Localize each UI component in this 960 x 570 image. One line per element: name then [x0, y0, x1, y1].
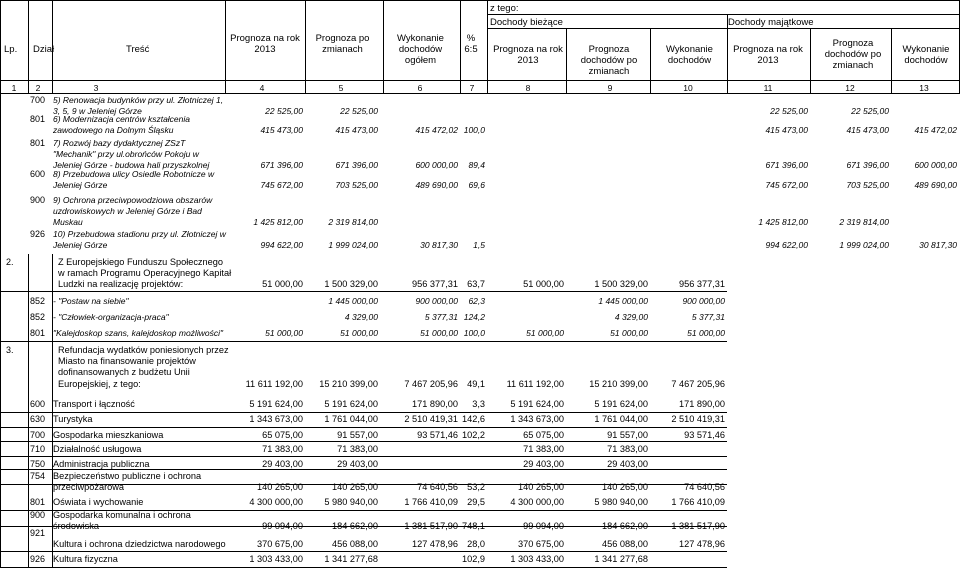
row-value: 93 571,46 [684, 430, 725, 440]
column-number: 7 [469, 83, 475, 93]
row-value: 51 000,00 [340, 328, 378, 338]
header-m-prognoza-2013: Prognoza na rok 2013 [733, 44, 803, 66]
row-value: 71 383,00 [262, 444, 303, 454]
row-description: Jeleniej Górze - budowa hali przyszkolnej [53, 160, 210, 171]
row-value: 415 473,00 [765, 125, 808, 136]
row-value: 91 557,00 [607, 430, 648, 440]
row-value: 71 383,00 [607, 444, 648, 454]
grid-line [460, 0, 461, 93]
row-value: 5 980 940,00 [594, 497, 648, 507]
row-description: Kultura i ochrona dziedzictwa narodowego [53, 539, 226, 550]
row-dzial: 900 [30, 510, 46, 520]
row-value: 22 525,00 [340, 106, 378, 117]
row-value: 5 980 940,00 [324, 497, 378, 507]
row-value: 140 265,00 [332, 482, 378, 493]
row-value: 29 403,00 [262, 459, 303, 469]
row-value: 65 075,00 [262, 430, 303, 440]
row-value: 22 525,00 [851, 106, 889, 117]
row-description: uzdrowiskowych w Jeleniej Górze i Bad [53, 206, 202, 217]
grid-line [52, 254, 53, 567]
row-value: 456 088,00 [332, 539, 378, 550]
grid-line [0, 427, 727, 428]
row-value: 4 300 000,00 [249, 497, 303, 507]
row-value: 900 000,00 [415, 296, 458, 306]
row-value: 4 300 000,00 [510, 497, 564, 507]
row-value: 2 319 814,00 [839, 217, 889, 228]
row-dzial: 801 [30, 138, 46, 148]
row-dzial: 700 [30, 95, 46, 105]
row-value: 51 000,00 [526, 328, 564, 338]
grid-line [52, 0, 53, 93]
column-number: 1 [11, 83, 17, 93]
row-value: 30 817,30 [919, 240, 957, 251]
row-value: 1 303 433,00 [510, 554, 564, 564]
grid-line [0, 0, 1, 93]
row-value: 102,9 [462, 554, 485, 564]
grid-line [487, 0, 488, 93]
header-dzial: Dział [33, 44, 55, 55]
row-description: zawodowego na Dolnym Śląsku [53, 125, 174, 136]
grid-line [0, 456, 727, 457]
grid-line [0, 341, 727, 342]
row-value: 142,6 [462, 414, 485, 424]
row-value: 29,5 [467, 497, 485, 507]
row-description: Jeleniej Górze [53, 240, 108, 251]
row-value: 89,4 [468, 160, 485, 171]
row-description: Bezpieczeństwo publiczne i ochrona [53, 471, 202, 481]
grid-line [891, 28, 892, 93]
row-value: 140 265,00 [602, 482, 648, 493]
row-value: 93 571,46 [417, 430, 458, 440]
row-description: dofinansowanych z budżetu Unii [58, 367, 190, 378]
row-value: 53,2 [467, 482, 485, 493]
row-value: 5 191 624,00 [594, 399, 648, 409]
row-value: 7 467 205,96 [671, 378, 725, 389]
header-procent: % 6:5 [464, 33, 478, 55]
column-number: 6 [417, 83, 423, 93]
row-value: 745 672,00 [260, 180, 303, 191]
header-dochody-biezace: Dochody bieżące [490, 17, 563, 28]
header-prognoza-2013: Prognoza na rok 2013 [230, 33, 300, 55]
row-value: 994 622,00 [765, 240, 808, 251]
row-value: 100,0 [463, 125, 485, 136]
row-value: 74 640,56 [417, 482, 458, 493]
row-value: 1 303 433,00 [249, 554, 303, 564]
header-tresc: Treść [126, 44, 150, 55]
row-dzial: 801 [30, 114, 46, 124]
row-value: 671 396,00 [260, 160, 303, 171]
row-value: 51 000,00 [265, 328, 303, 338]
row-value: 30 817,30 [420, 240, 458, 251]
grid-line [28, 0, 29, 93]
row-dzial: 710 [30, 444, 46, 454]
row-value: 600 000,00 [415, 160, 458, 171]
row-value: 51 000,00 [523, 279, 564, 290]
row-value: 370 675,00 [518, 539, 564, 550]
column-number: 13 [919, 83, 929, 93]
row-value: 5 191 624,00 [510, 399, 564, 409]
grid-line [0, 551, 727, 552]
row-value: 370 675,00 [257, 539, 303, 550]
row-description: Gospodarka komunalna i ochrona [53, 510, 191, 520]
row-value: 51 000,00 [610, 328, 648, 338]
row-value: 1 343 673,00 [510, 414, 564, 424]
column-number: 2 [35, 83, 41, 93]
row-value: 1 381 517,90 [404, 521, 458, 532]
row-value: 748,1 [462, 521, 485, 532]
row-dzial: 921 [30, 528, 46, 538]
row-value: 1 500 329,00 [594, 279, 648, 290]
header-lp: Lp. [4, 44, 18, 55]
row-description: Transport i łączność [53, 399, 135, 409]
row-value: 29 403,00 [523, 459, 564, 469]
row-value: 1 425 812,00 [758, 217, 808, 228]
row-description: 5) Renowacja budynków przy ul. Złotniczej 1, [53, 95, 224, 105]
row-value: 2 510 419,31 [404, 414, 458, 424]
row-value: 1 343 673,00 [249, 414, 303, 424]
row-value: 415 473,00 [260, 125, 303, 136]
row-value: 102,2 [462, 430, 485, 440]
row-description: - "Postaw na siebie" [53, 296, 129, 306]
row-description: 3, 5, 9 w Jeleniej Górze [53, 106, 142, 117]
row-value: 703 525,00 [335, 180, 378, 191]
row-value: 124,2 [463, 312, 485, 322]
column-number: 11 [763, 83, 773, 93]
row-value: 71 383,00 [337, 444, 378, 454]
row-description: 8) Przebudowa ulicy Osiedle Robotnicze w [53, 169, 215, 179]
row-value: 28,0 [467, 539, 485, 550]
column-number: 3 [93, 83, 99, 93]
column-number: 10 [683, 83, 693, 93]
row-value: 71 383,00 [523, 444, 564, 454]
row-value: 171 890,00 [412, 399, 458, 409]
row-description: Refundacja wydatków poniesionych przez [58, 345, 229, 355]
row-description: Ludzki na realizację projektów: [58, 279, 184, 290]
row-value: 1 445 000,00 [328, 296, 378, 306]
row-value: 1 999 024,00 [328, 240, 378, 251]
grid-line [0, 291, 727, 292]
row-dzial: 801 [30, 328, 46, 338]
row-dzial: 926 [30, 229, 46, 239]
row-description: "Kalejdoskop szans, kalejdoskop możliwości" [53, 328, 223, 338]
grid-line [383, 0, 384, 93]
grid-line [0, 80, 960, 81]
row-description: 10) Przebudowa stadionu przy ul. Złotniczej w [53, 229, 226, 239]
row-value: 65 075,00 [523, 430, 564, 440]
row-value: 5 191 624,00 [324, 399, 378, 409]
row-value: 51 000,00 [262, 279, 303, 290]
grid-line [0, 0, 960, 1]
row-value: 1 341 277,68 [324, 554, 378, 564]
grid-line [0, 441, 727, 442]
row-value: 1 766 410,09 [671, 497, 725, 507]
row-value: 900 000,00 [682, 296, 725, 306]
row-dzial: 630 [30, 414, 46, 424]
column-number: 5 [338, 83, 344, 93]
header-wykonanie-ogolem: Wykonanie dochodów ogółem [397, 33, 444, 66]
row-value: 415 472,02 [415, 125, 458, 136]
row-value: 62,3 [468, 296, 485, 306]
row-dzial: 852 [30, 312, 46, 322]
row-value: 91 557,00 [337, 430, 378, 440]
row-value: 49,1 [467, 378, 485, 389]
row-value: 1 341 277,68 [594, 554, 648, 564]
row-value: 456 088,00 [602, 539, 648, 550]
row-value: 171 890,00 [679, 399, 725, 409]
row-value: 671 396,00 [846, 160, 889, 171]
header-b-wykonanie: Wykonanie dochodów [666, 44, 713, 66]
row-description: Jeleniej Górze [53, 180, 108, 191]
grid-line [28, 254, 29, 567]
header-b-prognoza-zm: Prognoza dochodów po zmianach [580, 44, 638, 77]
row-value: 1 445 000,00 [598, 296, 648, 306]
row-value: 1 500 329,00 [324, 279, 378, 290]
row-value: 1,5 [473, 240, 485, 251]
grid-line [0, 510, 727, 511]
grid-line [225, 0, 226, 93]
grid-line [0, 567, 727, 568]
row-value: 69,6 [468, 180, 485, 191]
row-value: 956 377,31 [412, 279, 458, 290]
row-description: przeciwpożarowa [53, 482, 124, 493]
row-dzial: 852 [30, 296, 46, 306]
row-value: 7 467 205,96 [404, 378, 458, 389]
column-number: 8 [525, 83, 531, 93]
row-lp: 2. [6, 257, 14, 267]
row-value: 2 319 814,00 [328, 217, 378, 228]
row-value: 184 662,00 [602, 521, 648, 532]
header-z-tego: z tego: [490, 3, 519, 14]
grid-line [650, 28, 651, 93]
row-value: 29 403,00 [607, 459, 648, 469]
row-value: 3,3 [472, 399, 485, 409]
row-value: 1 381 517,90 [671, 521, 725, 532]
row-value: 671 396,00 [765, 160, 808, 171]
row-value: 140 265,00 [518, 482, 564, 493]
grid-line [566, 28, 567, 93]
row-description: 9) Ochrona przeciwpowodziowa obszarów [53, 195, 213, 205]
column-number: 12 [845, 83, 855, 93]
row-description: Z Europejskiego Funduszu Społecznego [58, 257, 223, 267]
row-lp: 3. [6, 345, 14, 355]
header-m-wykonanie: Wykonanie dochodów [902, 44, 950, 66]
row-value: 1 761 044,00 [594, 414, 648, 424]
row-value: 2 510 419,31 [671, 414, 725, 424]
row-description: Europejskiej, z tego: [58, 378, 141, 389]
row-value: 99 094,00 [262, 521, 303, 532]
row-dzial: 600 [30, 169, 46, 179]
row-description: Turystyka [53, 414, 93, 424]
row-value: 29 403,00 [337, 459, 378, 469]
row-value: 51 000,00 [420, 328, 458, 338]
row-value: 4 329,00 [344, 312, 378, 322]
row-dzial: 900 [30, 195, 46, 205]
row-dzial: 926 [30, 554, 46, 564]
row-value: 22 525,00 [265, 106, 303, 117]
row-dzial: 750 [30, 459, 46, 469]
row-value: 4 329,00 [614, 312, 648, 322]
header-m-prognoza-zm: Prognoza dochodów po zmianach [824, 38, 882, 71]
row-value: 956 377,31 [679, 279, 725, 290]
grid-line [0, 484, 727, 485]
row-description: Administracja publiczna [53, 459, 150, 469]
grid-line [0, 93, 960, 94]
grid-line [0, 93, 1, 567]
column-number: 9 [607, 83, 613, 93]
grid-line [727, 14, 728, 93]
row-value: 489 690,00 [914, 180, 957, 191]
row-value: 1 425 812,00 [253, 217, 303, 228]
row-description: w ramach Programu Operacyjnego Kapitał [58, 268, 232, 279]
row-description: Działalność usługowa [53, 444, 142, 454]
row-value: 994 622,00 [260, 240, 303, 251]
grid-line [305, 0, 306, 93]
grid-line [0, 412, 727, 413]
row-value: 127 478,96 [679, 539, 725, 550]
row-value: 745 672,00 [765, 180, 808, 191]
grid-line [0, 526, 727, 527]
row-value: 63,7 [467, 279, 485, 290]
row-description: Oświata i wychowanie [53, 497, 144, 507]
row-value: 74 640,56 [684, 482, 725, 493]
row-description: 7) Rozwój bazy dydaktycznej ZSzT [53, 138, 186, 148]
row-dzial: 754 [30, 471, 46, 481]
row-description: Kultura fizyczna [53, 554, 118, 564]
row-description: Gospodarka mieszkaniowa [53, 430, 164, 440]
grid-line [487, 28, 960, 29]
row-value: 489 690,00 [415, 180, 458, 191]
row-value: 15 210 399,00 [319, 378, 378, 389]
header-dochody-majatkowe: Dochody majątkowe [728, 17, 814, 28]
row-value: 15 210 399,00 [589, 378, 648, 389]
header-prognoza-po-zmianach: Prognoza po zmianach [315, 33, 370, 55]
header-b-prognoza-2013: Prognoza na rok 2013 [493, 44, 563, 66]
row-value: 5 191 624,00 [249, 399, 303, 409]
grid-line [810, 28, 811, 93]
row-value: 1 766 410,09 [404, 497, 458, 507]
row-description: Muskau [53, 217, 83, 228]
grid-line [0, 469, 727, 470]
row-value: 11 611 192,00 [245, 378, 303, 389]
row-dzial: 700 [30, 430, 46, 440]
row-value: 703 525,00 [846, 180, 889, 191]
column-number: 4 [259, 83, 265, 93]
row-value: 5 377,31 [691, 312, 725, 322]
row-value: 22 525,00 [770, 106, 808, 117]
row-description: "Mechanik" przy ul.obrońców Pokoju w [53, 149, 199, 160]
row-value: 99 094,00 [523, 521, 564, 532]
row-value: 1 999 024,00 [839, 240, 889, 251]
row-value: 184 662,00 [332, 521, 378, 532]
row-value: 600 000,00 [914, 160, 957, 171]
row-description: - "Człowiek-organizacja-praca" [53, 312, 169, 322]
row-value: 11 611 192,00 [506, 378, 564, 389]
row-description: środowiska [53, 521, 99, 532]
row-description: 6) Modernizacja centrów kształcenia [53, 114, 191, 124]
row-value: 51 000,00 [687, 328, 725, 338]
row-value: 671 396,00 [335, 160, 378, 171]
row-value: 415 473,00 [846, 125, 889, 136]
row-description: Miasto na finansowanie projektów [58, 356, 196, 367]
row-value: 100,0 [463, 328, 485, 338]
row-value: 140 265,00 [257, 482, 303, 493]
row-dzial: 600 [30, 399, 46, 409]
row-value: 1 761 044,00 [324, 414, 378, 424]
row-value: 127 478,96 [412, 539, 458, 550]
grid-line [487, 14, 960, 15]
row-dzial: 801 [30, 497, 46, 507]
row-value: 415 472,02 [914, 125, 957, 136]
row-value: 415 473,00 [335, 125, 378, 136]
row-value: 5 377,31 [424, 312, 458, 322]
